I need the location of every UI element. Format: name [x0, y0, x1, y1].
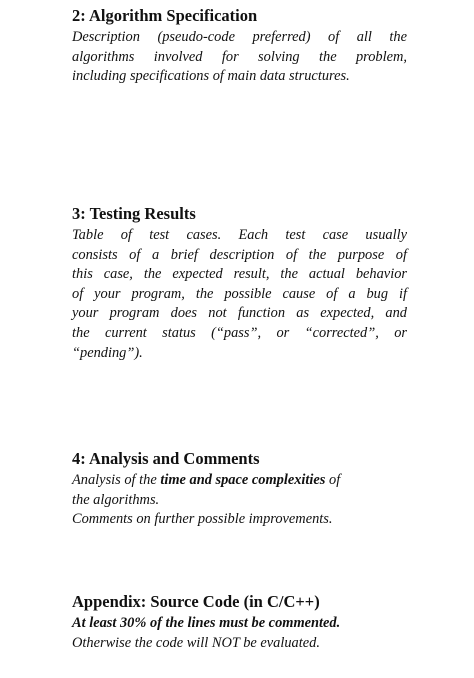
section-body: [72, 471, 407, 530]
section-body: [72, 226, 407, 363]
body-line: Description (pseudo-code preferred) of all the: [72, 29, 407, 45]
body-line: the current status (“pass”, or “corrected”, or: [72, 324, 407, 341]
section-heading: 2: Algorithm Specification: [72, 6, 258, 25]
section-body: [72, 614, 407, 653]
body-text: Analysis of the: [72, 472, 161, 488]
body-line: algorithms involved for solving the problem,: [72, 48, 407, 65]
section-appendix-source-code: [72, 592, 407, 653]
section-algorithm-specification: [72, 6, 407, 87]
section-testing-results: [72, 204, 407, 363]
body-line: Table of test cases. Each test case usually: [72, 227, 407, 243]
section-body: [72, 28, 407, 87]
section-heading: 4: Analysis and Comments: [72, 449, 260, 468]
section-heading: 3: Testing Results: [72, 204, 196, 223]
body-line: this case, the expected result, the actual behavior: [72, 266, 407, 283]
body-line: [72, 471, 407, 491]
body-line: of your program, the possible cause of a bug if: [72, 285, 407, 302]
body-line: including specifications of main data structures.: [72, 68, 350, 85]
emphasized-text: time and space complexities: [160, 472, 326, 488]
body-line: the algorithms.: [72, 491, 160, 508]
body-text: of: [325, 472, 341, 488]
section-analysis-and-comments: [72, 449, 407, 530]
body-line: Comments on further possible improvements.: [72, 511, 333, 528]
body-line: “pending”).: [72, 344, 143, 361]
body-line: Otherwise the code will NOT be evaluated.: [72, 634, 320, 651]
section-heading: Appendix: Source Code (in C/C++): [72, 592, 320, 611]
emphasized-line: At least 30% of the lines must be commented.: [72, 615, 341, 631]
body-line: your program does not function as expected, and: [72, 305, 407, 322]
body-line: consists of a brief description of the purpose of: [72, 246, 407, 263]
